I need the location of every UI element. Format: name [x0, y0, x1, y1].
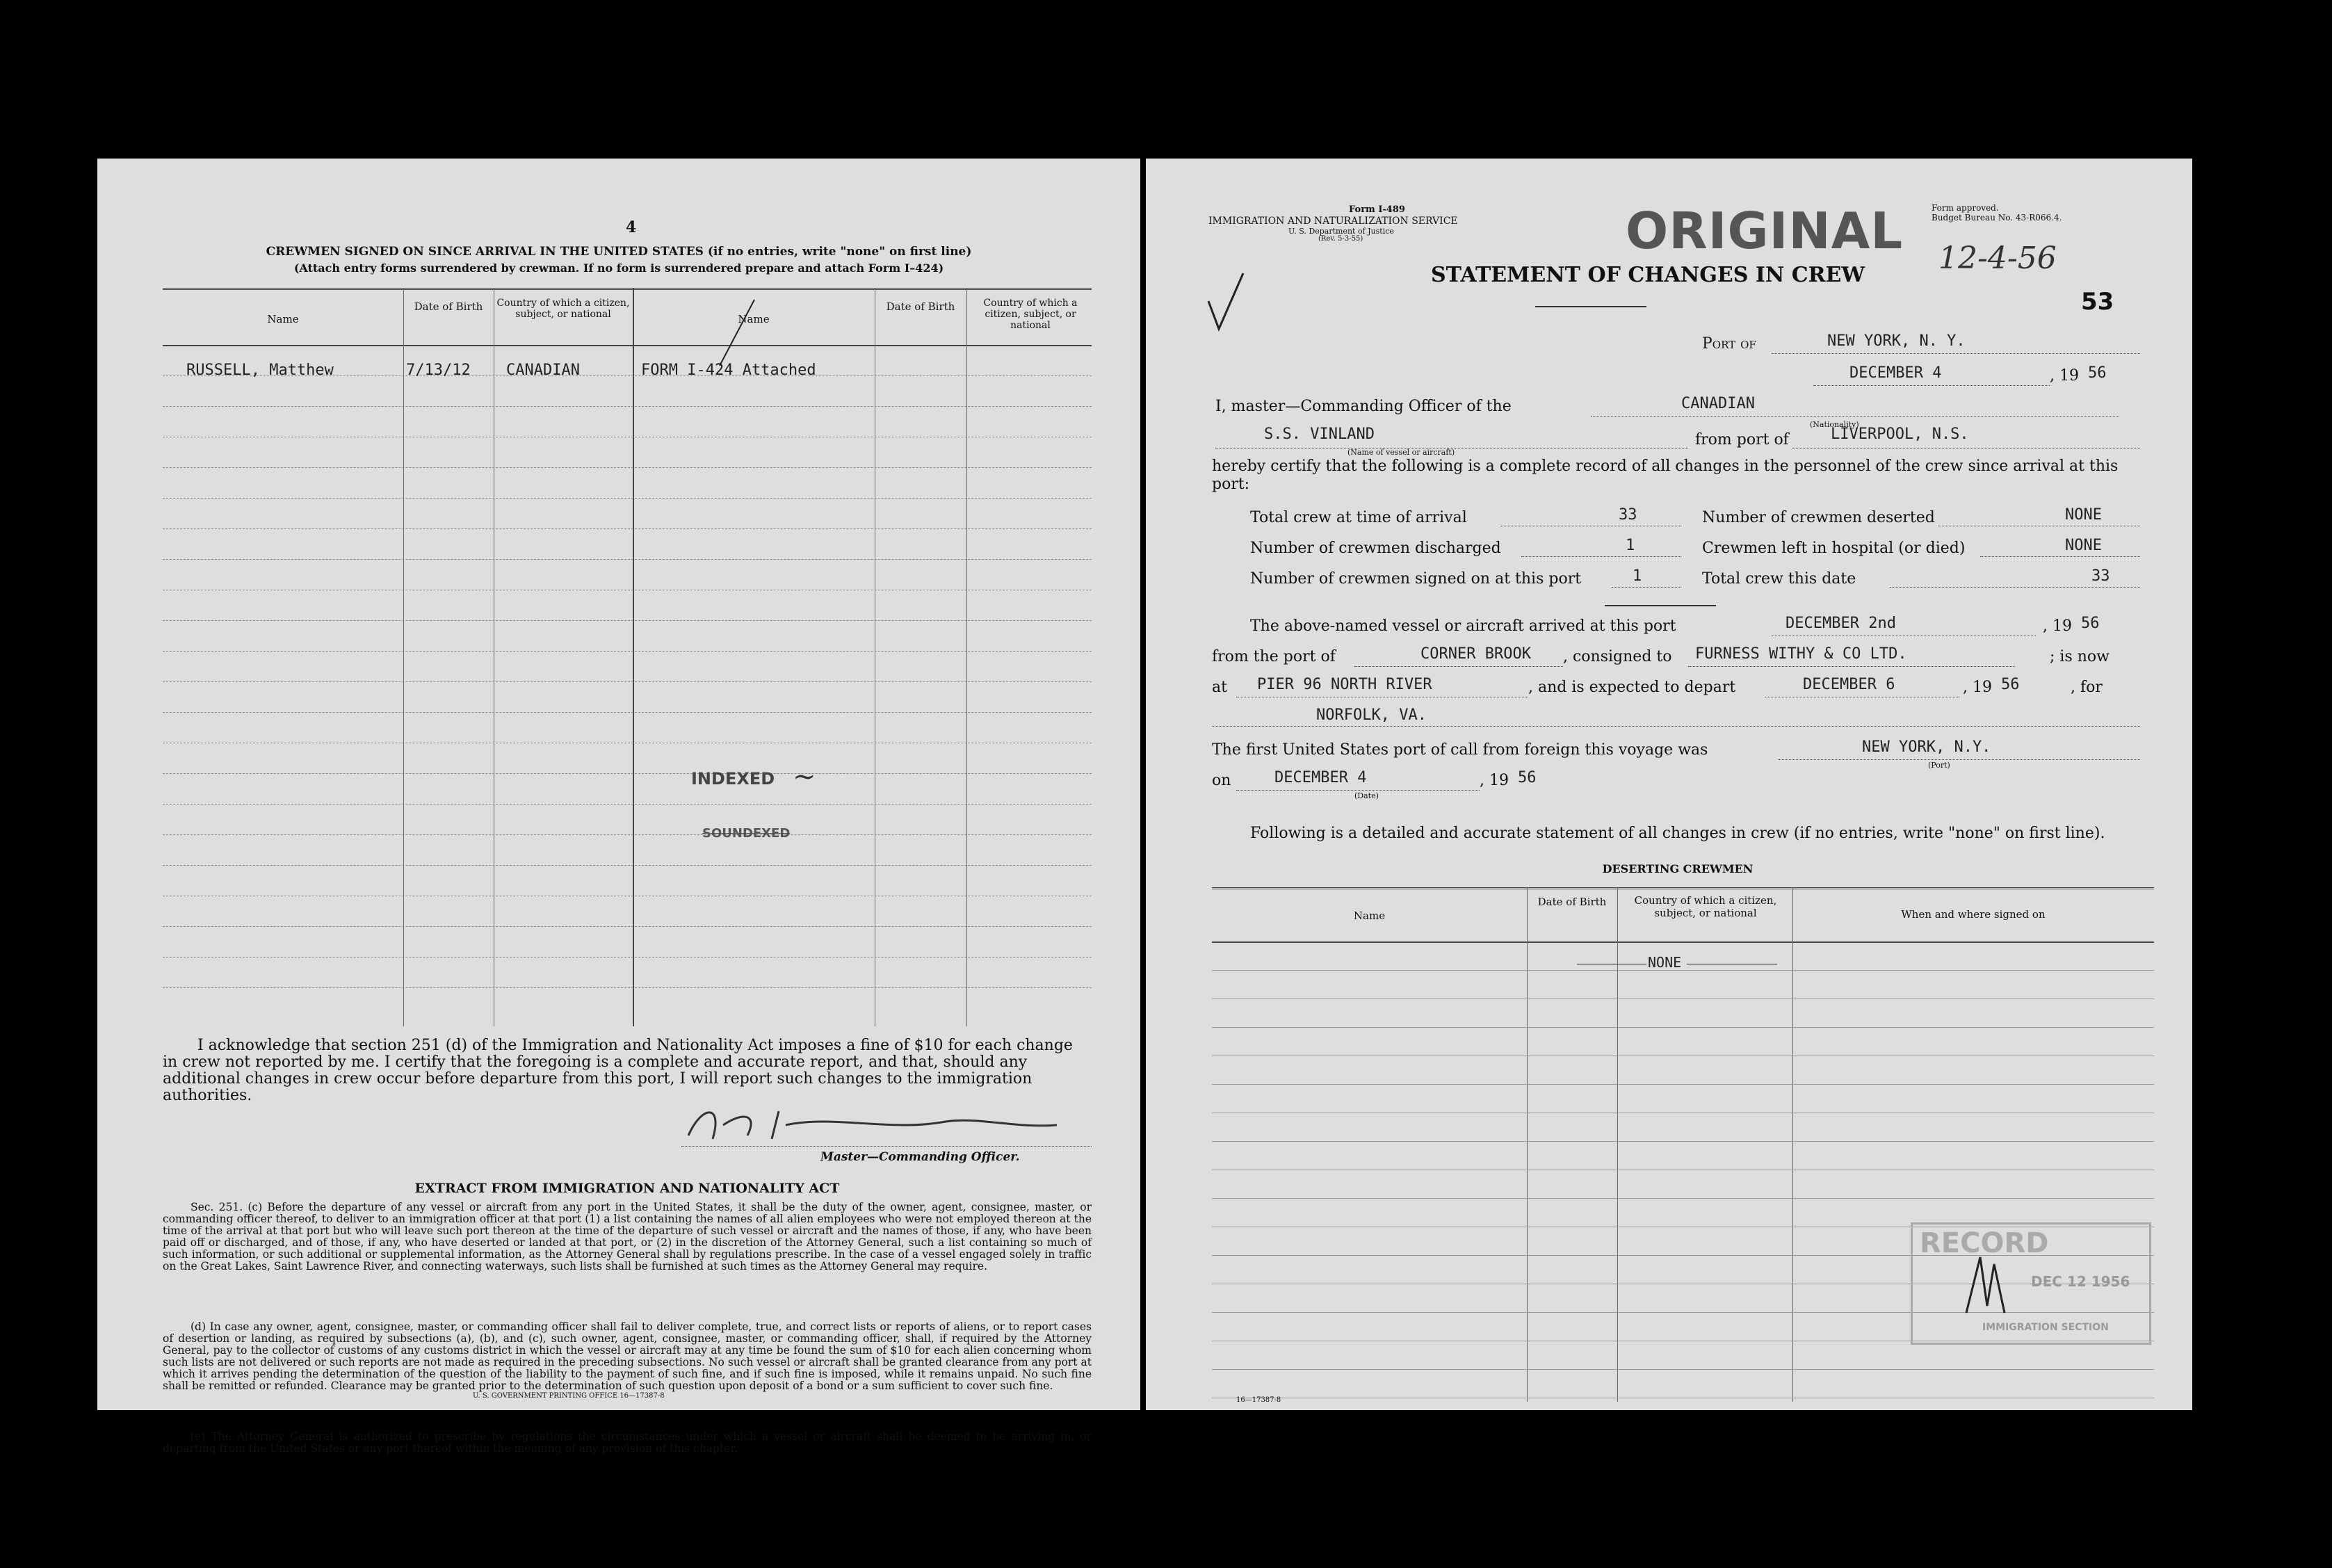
- arrived-year: 56: [2081, 615, 2100, 632]
- col-name-2: Name: [738, 313, 770, 325]
- left-page: [97, 159, 1140, 1455]
- following-text: Following is a detailed and accurate statement of all changes in crew (if no entries, write "none" on first line).: [1250, 825, 2105, 842]
- col-name: Name: [267, 313, 299, 325]
- on-label: on: [1212, 772, 1231, 789]
- received-initials: [1952, 1243, 2022, 1327]
- printing-office-footer: U. S. GOVERNMENT PRINTING OFFICE 16—17387-8: [473, 1392, 665, 1400]
- table-rule: [1212, 1084, 2154, 1085]
- page-number: 4: [626, 218, 637, 236]
- slash-mark: [716, 296, 758, 373]
- signed-on-value: 1: [1633, 567, 1642, 585]
- total-date-label: Total crew this date: [1702, 570, 1856, 588]
- master-signature: [681, 1097, 1071, 1146]
- consigned-label: , consigned to: [1563, 648, 1672, 665]
- deserting-title: DESERTING CREWMEN: [1602, 862, 1754, 875]
- table-rule: [163, 467, 1092, 468]
- discharged-label: Number of crewmen discharged: [1250, 540, 1501, 557]
- form-approved: Form approved.: [1932, 203, 1999, 213]
- col-country-2: Country of which a citizen, subject, or national: [983, 298, 1078, 331]
- table-rule: [163, 651, 1092, 652]
- form-title: STATEMENT OF CHANGES IN CREW: [1431, 263, 1865, 287]
- depart-label: , and is expected to depart: [1528, 679, 1736, 696]
- total-arrival-value: 33: [1619, 506, 1637, 524]
- table-rule: [163, 987, 1092, 988]
- hospital-value: NONE: [2065, 537, 2102, 554]
- for-value: NORFOLK, VA.: [1316, 706, 1427, 724]
- at-label: at: [1212, 679, 1227, 696]
- first-port-value: NEW YORK, N.Y.: [1862, 738, 1991, 756]
- depart-year-prefix: , 19: [1963, 679, 1992, 696]
- extract-title: EXTRACT FROM IMMIGRATION AND NATIONALITY ACT: [414, 1181, 840, 1196]
- table-rule: [1212, 1141, 2154, 1142]
- right-page: [1146, 159, 2192, 1410]
- extract-section-e: (e) The Attorney General is authorized to prescribe by regulations the circumstances under which a vessel or aircraft shall be deemed to be arriving in, or departing from the United States or any port thereof within the meaning of any provision of this chapter.: [163, 1430, 1092, 1455]
- certify-text: hereby certify that the following is a complete record of all changes in the personnel of the crew since arrival at this port:: [1212, 458, 2119, 493]
- date-caption: (Date): [1354, 791, 1379, 800]
- for-label: , for: [2071, 679, 2103, 696]
- received-stamp-section: IMMIGRATION SECTION: [1982, 1322, 2109, 1333]
- extract-section-d: (d) In case any owner, agent, consignee, master, or commanding officer shall fail to deliver complete, true, and correct lists or reports of aliens, or to report cases of desertion or landing, as required by subsections (a), (b), and (c), such owner, agent, consignee, master, or commanding officer, shall, if required by the Attorney General, pay to the collector of customs of any customs district in which the vessel or aircraft may at any time be found the sum of $10 for each alien concerning whom such lists are not delivered or such reports are not made as required in the preceding subsections. No such vessel or aircraft shall be granted clearance from any port at which it arrives pending the determination of the question of the liability to the payment of such fine, and if such fine is imposed, while it remains unpaid. No such fine shall be remitted or refunded. Clearance may be granted prior to the determination of such question upon deposit of a bond or a sum sufficient to cover such fine.: [163, 1320, 1092, 1392]
- first-port-text: The first United States port of call from foreign this voyage was: [1212, 741, 1708, 759]
- table-rule: [163, 804, 1092, 805]
- col-dob: Date of Birth: [414, 300, 483, 313]
- table-rule: [1212, 970, 2154, 971]
- consigned-value: FURNESS WITHY & CO LTD.: [1695, 645, 1907, 663]
- table-rule: [163, 406, 1092, 407]
- from-port-of-value: CORNER BROOK: [1420, 645, 1531, 663]
- on-year: 56: [1518, 769, 1537, 786]
- table-rule: [163, 528, 1092, 529]
- crewmen-signed-subheading: (Attach entry forms surrendered by crewman. If no form is surrendered prepare and attach Form I–424): [293, 261, 944, 275]
- crewmen-signed-heading: CREWMEN SIGNED ON SINCE ARRIVAL IN THE UNITED STATES (if no entries, write "none" on first line): [266, 245, 972, 259]
- entry-country: CANADIAN: [506, 362, 580, 379]
- col-dob-2: Date of Birth: [886, 300, 955, 313]
- total-arrival-label: Total crew at time of arrival: [1250, 509, 1467, 526]
- table-rule: [163, 773, 1092, 774]
- on-year-prefix: , 19: [1480, 772, 1509, 789]
- port-value: NEW YORK, N. Y.: [1827, 332, 1966, 350]
- acknowledgement-text: I acknowledge that section 251 (d) of the Immigration and Nationality Act imposes a fine of $10 for each change in crew not reported by me. I certify that the foregoing is a complete and accurate report, and that, should any additional changes in crew occur before departure from this port, I will report such changes to the immigration authorities.: [163, 1037, 1073, 1104]
- check-mark: [1205, 270, 1247, 332]
- agency-revision: (Rev. 5-3-55): [1318, 235, 1363, 243]
- agency-department: U. S. Department of Justice: [1288, 227, 1394, 236]
- budget-bureau: Budget Bureau No. 43-R066.4.: [1932, 213, 2062, 223]
- at-value: PIER 96 NORTH RIVER: [1257, 676, 1432, 693]
- year-prefix: , 19: [2050, 367, 2079, 385]
- form-footer: 16—17387-8: [1236, 1396, 1281, 1404]
- nationality-caption: (Nationality): [1810, 420, 1859, 429]
- port-label: Port of: [1702, 335, 1756, 353]
- indexed-initials: ~: [793, 761, 816, 793]
- table-rule: [163, 926, 1092, 927]
- on-value: DECEMBER 4: [1274, 769, 1367, 786]
- form-number: Form I-489: [1349, 204, 1405, 215]
- is-now-label: ; is now: [2050, 648, 2110, 665]
- page-number-right: 53: [2081, 288, 2114, 316]
- discharged-value: 1: [1626, 537, 1635, 554]
- from-port-value: LIVERPOOL, N.S.: [1831, 426, 1969, 443]
- arrived-date: DECEMBER 2nd: [1786, 615, 1896, 632]
- col-country: Country of which a citizen, subject, or national: [496, 298, 630, 320]
- handwritten-reference: 12-4-56: [1938, 241, 2057, 276]
- received-stamp: [1911, 1222, 2151, 1345]
- col-when: When and where signed on: [1901, 908, 2046, 921]
- soundexed-stamp: SOUNDEXED: [702, 826, 791, 841]
- received-stamp-date: DEC 12 1956: [2031, 1273, 2130, 1290]
- master-label: Master—Commanding Officer.: [820, 1150, 1020, 1164]
- table-rule: [163, 498, 1092, 499]
- depart-value: DECEMBER 6: [1803, 676, 1895, 693]
- deserted-label: Number of crewmen deserted: [1702, 509, 1935, 526]
- deserted-value: NONE: [2065, 506, 2102, 524]
- table-rule: [163, 559, 1092, 560]
- port-caption: (Port): [1928, 761, 1950, 770]
- depart-year: 56: [2001, 676, 2020, 693]
- hospital-label: Crewmen left in hospital (or died): [1702, 540, 1966, 557]
- extract-section-c: Sec. 251. (c) Before the departure of any vessel or aircraft from any port in the United States, it shall be the duty of the owner, agent, consignee, master, or commanding officer thereof, to deliver to an immigration officer at that port (1) a list containing the names of all alien employees who were not employed thereon at the time of the arrival at that port but who will leave such port thereon at the time of the departure of such vessel or aircraft and the names of those, if any, who have been paid off or discharged, and of those, if any, who have deserted or landed at that port, or (2) in the discretion of the Attorney General, such a list containing so much of such information, or such additional or supplemental information, as the Attorney General shall by regulations prescribe. In the case of a vessel engaged solely in traffic on the Great Lakes, Saint Lawrence River, and connecting waterways, such lists shall be furnished at such times as the Attorney General may require.: [163, 1201, 1092, 1272]
- original-stamp: ORIGINAL: [1626, 202, 1904, 260]
- entry-name: RUSSELL, Matthew: [186, 362, 334, 379]
- received-stamp-word: RECORD: [1920, 1227, 2049, 1259]
- table-rule: [163, 620, 1092, 621]
- total-date-value: 33: [2091, 567, 2110, 585]
- entry-dob: 7/13/12: [406, 362, 471, 379]
- col-dob: Date of Birth: [1537, 896, 1607, 908]
- table-rule: [1212, 1198, 2154, 1199]
- none-entry: NONE: [1648, 954, 1682, 971]
- agency-name: IMMIGRATION AND NATURALIZATION SERVICE: [1208, 216, 1458, 227]
- from-port-label: from port of: [1695, 431, 1789, 448]
- table-rule: [1212, 1027, 2154, 1028]
- table-rule: [163, 712, 1092, 713]
- arrived-year-prefix: , 19: [2043, 617, 2072, 635]
- vessel-name: S.S. VINLAND: [1264, 426, 1375, 443]
- arrived-text: The above-named vessel or aircraft arrived at this port: [1250, 617, 1676, 635]
- report-year: 56: [2088, 364, 2107, 382]
- entry-note: FORM I-424 Attached: [641, 362, 816, 379]
- master-line-text: I, master—Commanding Officer of the: [1215, 398, 1512, 415]
- table-rule: [163, 834, 1092, 835]
- table-rule: [163, 681, 1092, 682]
- table-rule: [1212, 1369, 2154, 1370]
- vessel-caption: (Name of vessel or aircraft): [1347, 448, 1455, 457]
- col-name: Name: [1353, 910, 1386, 922]
- col-country: Country of which a citizen, subject, or national: [1634, 894, 1777, 919]
- signed-on-label: Number of crewmen signed on at this port: [1250, 570, 1582, 588]
- from-port-of-label: from the port of: [1212, 648, 1336, 665]
- nationality-value: CANADIAN: [1681, 395, 1755, 412]
- table-rule: [163, 865, 1092, 866]
- report-date: DECEMBER 4: [1849, 364, 1942, 382]
- indexed-stamp: INDEXED: [691, 769, 775, 789]
